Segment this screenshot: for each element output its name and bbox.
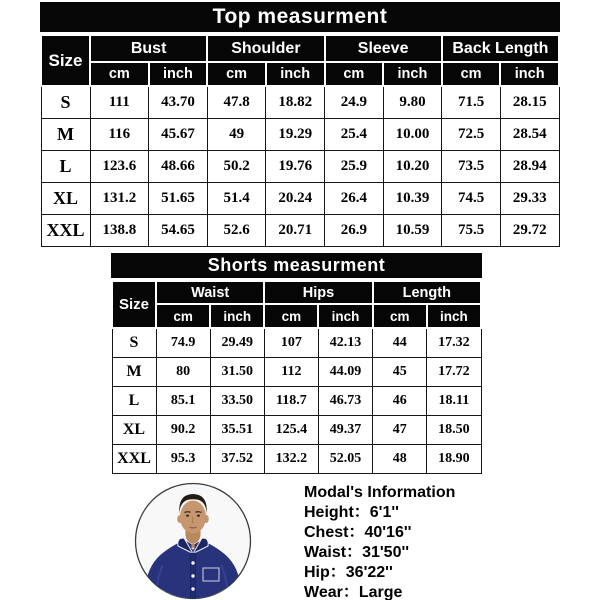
unit-header-cm: cm <box>442 62 501 86</box>
model-info-hip: Hip：36'22'' <box>304 564 393 581</box>
measurement-value-cell: 45.67 <box>149 118 208 150</box>
measurement-value-cell: 118.7 <box>264 386 318 415</box>
model-photo-svg <box>133 481 253 600</box>
measurement-value-cell: 131.2 <box>90 182 149 214</box>
measurement-value-cell: 10.39 <box>383 182 442 214</box>
model-photo <box>133 481 253 600</box>
model-info-section <box>304 483 455 600</box>
measurement-value-cell: 80 <box>156 357 210 386</box>
measurement-value-cell: 71.5 <box>442 86 501 118</box>
unit-header-inch: inch <box>383 62 442 86</box>
table-row <box>112 328 481 357</box>
measurement-value-cell: 107 <box>264 328 318 357</box>
size-column-header: Size <box>112 281 156 328</box>
measurement-value-cell: 25.9 <box>325 150 384 182</box>
size-cell: L <box>112 386 156 415</box>
measurement-value-cell: 75.5 <box>442 214 501 246</box>
chest-pocket <box>203 568 219 581</box>
measurement-value-cell: 95.3 <box>156 444 210 473</box>
measurement-value-cell: 28.94 <box>500 150 559 182</box>
measurement-value-cell: 52.05 <box>318 444 372 473</box>
measurement-value-cell: 18.82 <box>266 86 325 118</box>
measurement-value-cell: 10.20 <box>383 150 442 182</box>
model-info-chest: Chest：40'16'' <box>304 524 412 541</box>
measurement-value-cell: 29.49 <box>210 328 264 357</box>
group-header-back-length: Back Length <box>442 35 559 62</box>
measurement-value-cell: 26.9 <box>325 214 384 246</box>
unit-header-inch: inch <box>427 304 481 328</box>
measurement-value-cell: 42.13 <box>318 328 372 357</box>
table-row <box>41 182 559 214</box>
shorts-measurement-section <box>111 253 482 474</box>
measurement-value-cell: 43.70 <box>149 86 208 118</box>
measurement-value-cell: 123.6 <box>90 150 149 182</box>
measurement-value-cell: 85.1 <box>156 386 210 415</box>
measurement-value-cell: 50.2 <box>207 150 266 182</box>
model-info-waist: Waist：31'50'' <box>304 544 410 561</box>
unit-header-cm: cm <box>264 304 318 328</box>
measurement-value-cell: 17.32 <box>427 328 481 357</box>
model-info-lines <box>304 503 455 600</box>
model-info-heading: Modal's Information <box>304 484 456 501</box>
measurement-value-cell: 73.5 <box>442 150 501 182</box>
size-cell: XL <box>41 182 90 214</box>
size-cell: XL <box>112 415 156 444</box>
measurement-value-cell: 90.2 <box>156 415 210 444</box>
size-cell: S <box>112 328 156 357</box>
measurement-value-cell: 45 <box>373 357 427 386</box>
top-table-title: Top measurment <box>40 2 560 32</box>
shorts-table-title: Shorts measurment <box>111 253 482 278</box>
measurement-value-cell: 47 <box>373 415 427 444</box>
measurement-value-cell: 20.24 <box>266 182 325 214</box>
measurement-value-cell: 44.09 <box>318 357 372 386</box>
table-row <box>41 118 559 150</box>
measurement-value-cell: 19.76 <box>266 150 325 182</box>
table-row <box>41 150 559 182</box>
measurement-value-cell: 29.72 <box>500 214 559 246</box>
size-cell: M <box>41 118 90 150</box>
unit-header-cm: cm <box>90 62 149 86</box>
measurement-value-cell: 33.50 <box>210 386 264 415</box>
model-info-height: Height：6'1'' <box>304 504 399 521</box>
unit-header-cm: cm <box>373 304 427 328</box>
shirt-button <box>191 587 194 590</box>
shorts-measurement-table <box>111 280 482 474</box>
measurement-value-cell: 52.6 <box>207 214 266 246</box>
measurement-value-cell: 31.50 <box>210 357 264 386</box>
measurement-value-cell: 37.52 <box>210 444 264 473</box>
measurement-value-cell: 112 <box>264 357 318 386</box>
shirt-button <box>191 561 194 564</box>
measurement-value-cell: 72.5 <box>442 118 501 150</box>
measurement-value-cell: 29.33 <box>500 182 559 214</box>
man-eye <box>197 515 200 517</box>
man-eyebrow <box>196 512 202 513</box>
size-cell: L <box>41 150 90 182</box>
measurement-value-cell: 51.65 <box>149 182 208 214</box>
measurement-value-cell: 74.9 <box>156 328 210 357</box>
measurement-value-cell: 138.8 <box>90 214 149 246</box>
table-row <box>41 214 559 246</box>
group-header-sleeve: Sleeve <box>325 35 442 62</box>
model-info-wear: Wear：Large <box>304 584 403 600</box>
man-eyebrow <box>185 512 191 513</box>
size-column-header: Size <box>41 35 90 86</box>
top-measurement-section <box>40 2 560 247</box>
measurement-value-cell: 25.4 <box>325 118 384 150</box>
measurement-value-cell: 54.65 <box>149 214 208 246</box>
measurement-value-cell: 116 <box>90 118 149 150</box>
measurement-value-cell: 125.4 <box>264 415 318 444</box>
measurement-value-cell: 24.9 <box>325 86 384 118</box>
measurement-value-cell: 19.29 <box>266 118 325 150</box>
unit-header-inch: inch <box>500 62 559 86</box>
table-row <box>112 415 481 444</box>
measurement-value-cell: 46.73 <box>318 386 372 415</box>
measurement-value-cell: 44 <box>373 328 427 357</box>
measurement-value-cell: 51.4 <box>207 182 266 214</box>
necklace-pendant <box>192 547 194 549</box>
measurement-value-cell: 132.2 <box>264 444 318 473</box>
unit-header-cm: cm <box>156 304 210 328</box>
shirt-button <box>191 574 194 577</box>
group-header-waist: Waist <box>156 281 264 304</box>
measurement-value-cell: 49.37 <box>318 415 372 444</box>
measurement-value-cell: 28.15 <box>500 86 559 118</box>
measurement-value-cell: 10.59 <box>383 214 442 246</box>
unit-header-cm: cm <box>207 62 266 86</box>
measurement-value-cell: 20.71 <box>266 214 325 246</box>
measurement-value-cell: 74.5 <box>442 182 501 214</box>
table-row <box>112 444 481 473</box>
group-header-hips: Hips <box>264 281 372 304</box>
group-header-length: Length <box>373 281 481 304</box>
size-cell: S <box>41 86 90 118</box>
measurement-value-cell: 49 <box>207 118 266 150</box>
measurement-value-cell: 111 <box>90 86 149 118</box>
group-header-shoulder: Shoulder <box>207 35 324 62</box>
unit-header-inch: inch <box>149 62 208 86</box>
measurement-value-cell: 9.80 <box>383 86 442 118</box>
unit-header-cm: cm <box>325 62 384 86</box>
measurement-value-cell: 17.72 <box>427 357 481 386</box>
top-measurement-table <box>40 34 560 247</box>
measurement-value-cell: 47.8 <box>207 86 266 118</box>
group-header-bust: Bust <box>90 35 207 62</box>
measurement-value-cell: 28.54 <box>500 118 559 150</box>
table-row <box>112 357 481 386</box>
measurement-value-cell: 46 <box>373 386 427 415</box>
measurement-value-cell: 35.51 <box>210 415 264 444</box>
size-cell: XXL <box>41 214 90 246</box>
measurement-value-cell: 18.11 <box>427 386 481 415</box>
measurement-value-cell: 18.50 <box>427 415 481 444</box>
unit-header-inch: inch <box>210 304 264 328</box>
unit-header-inch: inch <box>266 62 325 86</box>
measurement-value-cell: 18.90 <box>427 444 481 473</box>
measurement-value-cell: 26.4 <box>325 182 384 214</box>
table-row <box>41 86 559 118</box>
size-cell: XXL <box>112 444 156 473</box>
measurement-value-cell: 48.66 <box>149 150 208 182</box>
man-eye <box>186 515 189 517</box>
table-row <box>112 386 481 415</box>
unit-header-inch: inch <box>318 304 372 328</box>
measurement-value-cell: 10.00 <box>383 118 442 150</box>
measurement-value-cell: 48 <box>373 444 427 473</box>
size-cell: M <box>112 357 156 386</box>
